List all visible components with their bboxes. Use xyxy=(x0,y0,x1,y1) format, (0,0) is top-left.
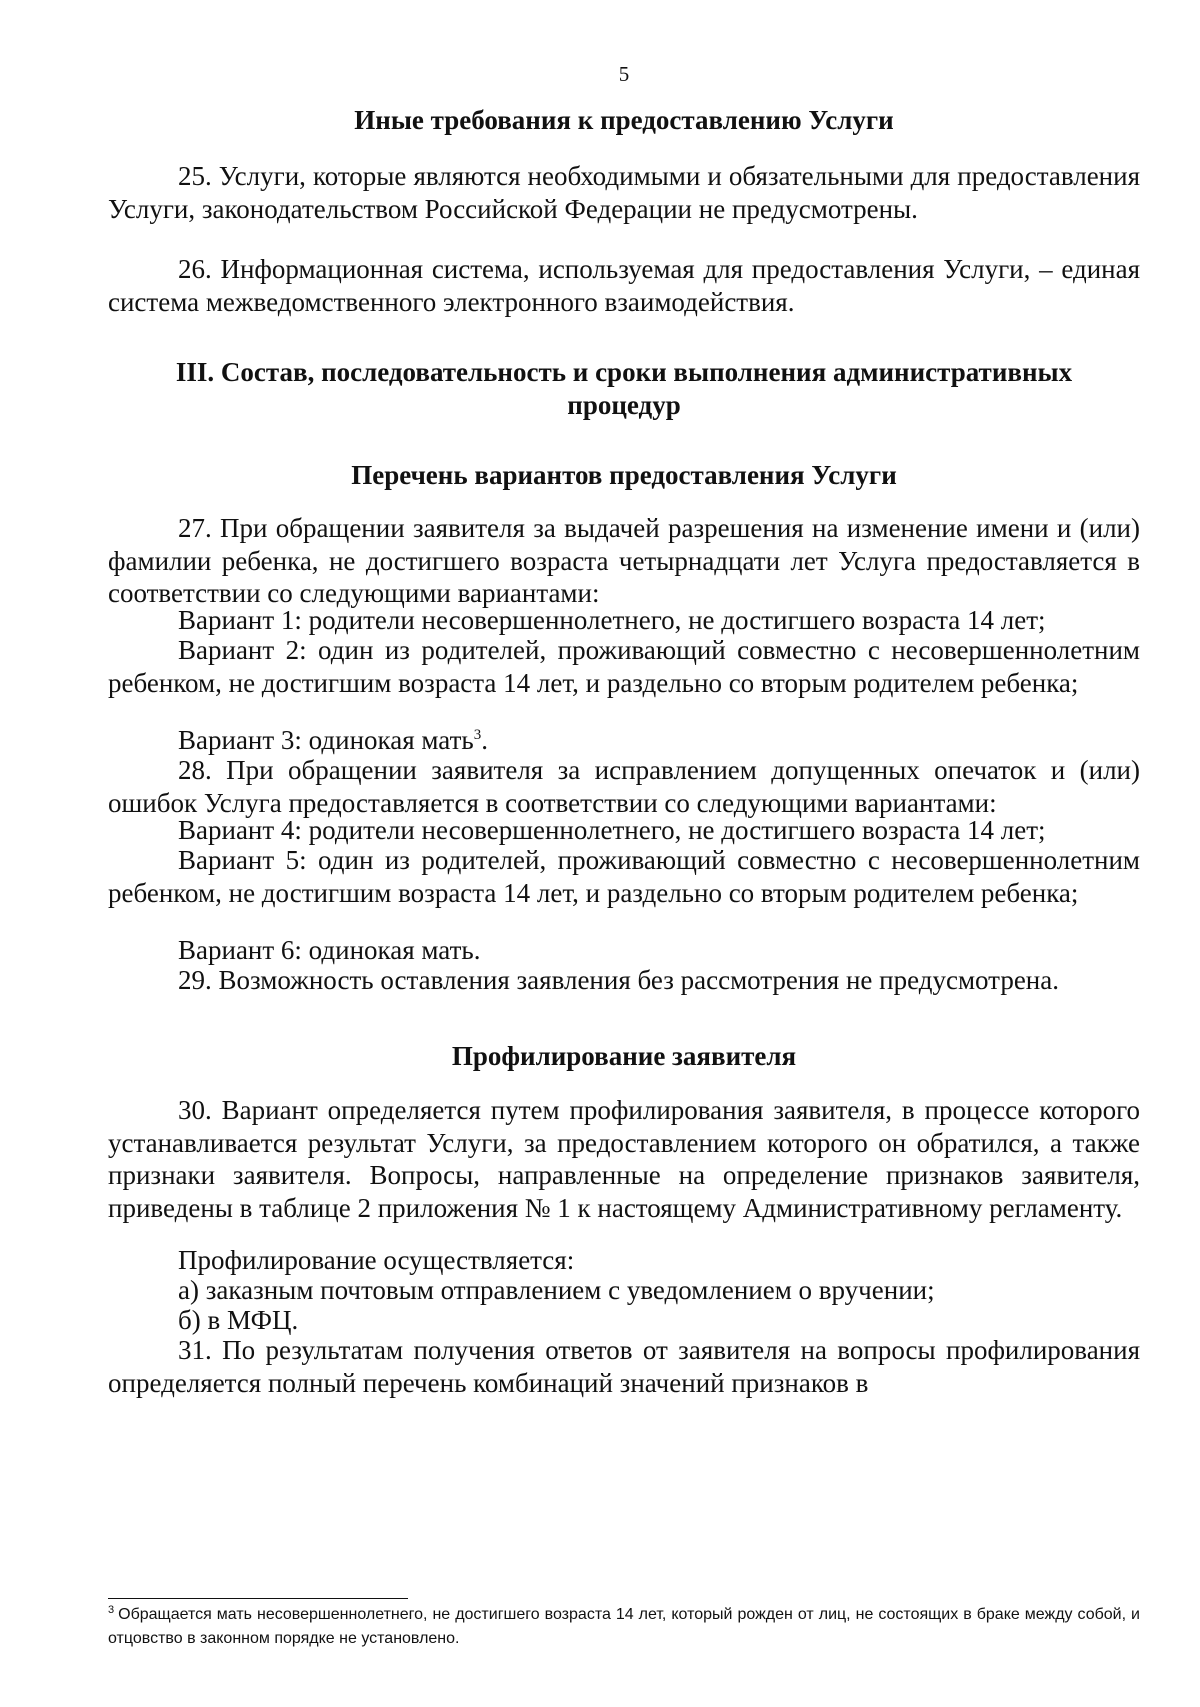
footnote xyxy=(108,1603,1140,1651)
heading-profiling: Профилирование заявителя xyxy=(451,1041,797,1071)
variant-4: Вариант 4: родители несовершеннолетнего, не достигшего возраста 14 лет; xyxy=(178,815,1046,845)
variant-1: Вариант 1: родители несовершеннолетнего, не достигшего возраста 14 лет; xyxy=(178,605,1046,635)
paragraph-30: 30. Вариант определяется путем профилирования заявителя, в процессе которого устанавливается результат Услуги, за предоставлением которого он обратился, а также признаки заявителя. Вопросы, направленные на определение признаков заявителя, приведены в таблице 2 приложения № 1 к настоящему Административному регламенту. xyxy=(108,1095,1140,1223)
paragraph-31: 31. По результатам получения ответов от заявителя на вопросы профилирования определяется полный перечень комбинаций значений признаков в xyxy=(108,1335,1140,1398)
paragraph-27: 27. При обращении заявителя за выдачей разрешения на изменение имени и (или) фамилии ребенка, не достигшего возраста четырнадцати лет Услуга предоставляется в соответствии со следующими вариантами: xyxy=(108,513,1140,608)
variant-5: Вариант 5: один из родителей, проживающий совместно с несовершеннолетним ребенком, не достигшим возраста 14 лет, и раздельно со вторым родителем ребенка; xyxy=(108,845,1140,908)
profiling-option-b: б) в МФЦ. xyxy=(178,1305,299,1335)
heading-section-iii-line2: процедур xyxy=(567,390,681,420)
profiling-option-a: а) заказным почтовым отправлением с уведомлением о вручении; xyxy=(178,1275,935,1305)
paragraph-26: 26. Информационная система, используемая для предоставления Услуги, – единая система межведомственного электронного взаимодействия. xyxy=(108,254,1140,317)
heading-variants-list: Перечень вариантов предоставления Услуги xyxy=(351,460,897,490)
heading-section-iii-line1: III. Состав, последовательность и сроки выполнения административных xyxy=(175,357,1073,387)
paragraph-28: 28. При обращении заявителя за исправлением допущенных опечаток и (или) ошибок Услуга предоставляется в соответствии со следующими вариантами: xyxy=(108,755,1140,818)
variant-3 xyxy=(108,724,1140,757)
variant-6: Вариант 6: одинокая мать. xyxy=(178,935,481,965)
page-number: 5 xyxy=(618,62,630,86)
document-page xyxy=(108,0,1140,1707)
footnote-separator xyxy=(108,1598,408,1599)
footnote-text: Обращается мать несовершеннолетнего, не достигшего возраста 14 лет, который рожден от лиц, не состоящих в браке между собой, и отцовство в законном порядке не установлено. xyxy=(108,1606,1140,1647)
variant-3-end: . xyxy=(481,725,488,755)
paragraph-25: 25. Услуги, которые являются необходимыми и обязательными для предоставления Услуги, законодательством Российской Федерации не предусмотрены. xyxy=(108,161,1140,224)
heading-other-requirements: Иные требования к предоставлению Услуги xyxy=(354,105,894,135)
heading-section-iii xyxy=(108,356,1140,422)
footnote-reference: 3 xyxy=(473,727,482,743)
paragraph-29: 29. Возможность оставления заявления без рассмотрения не предусмотрена. xyxy=(178,965,1059,995)
variant-2: Вариант 2: один из родителей, проживающий совместно с несовершеннолетним ребенком, не достигшим возраста 14 лет, и раздельно со вторым родителем ребенка; xyxy=(108,635,1140,698)
profiling-how: Профилирование осуществляется: xyxy=(178,1245,575,1275)
variant-3-text: Вариант 3: одинокая мать xyxy=(178,725,474,755)
footnote-marker: 3 xyxy=(108,1603,115,1616)
